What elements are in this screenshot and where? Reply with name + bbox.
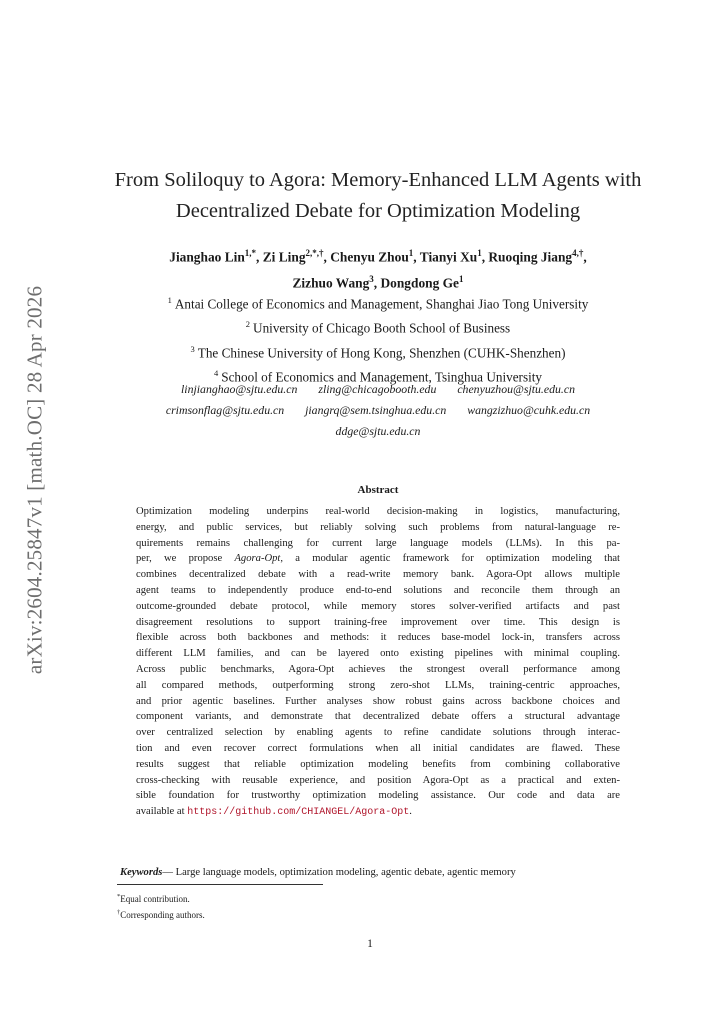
author-name: Chenyu Zhou — [330, 249, 409, 265]
footnote-rule — [117, 884, 323, 885]
framework-name: Agora-Opt — [234, 553, 281, 565]
paper-title — [80, 165, 676, 227]
title-line: From Soliloquy to Agora: Memory-Enhanced LLM Agents with — [114, 169, 642, 191]
abstract-line: results suggest that reliable optimization modeling benefits from combining collaborative — [136, 758, 620, 770]
abstract-line: Across public benchmarks, Agora-Opt achieves the strongest overall performance among — [136, 663, 620, 675]
keywords-text: Large language models, optimization modeling, agentic debate, agentic memory — [175, 867, 516, 878]
abstract-line: quirements remains challenging for current large language models (LLMs). In this pa- — [136, 537, 620, 549]
abstract-line: disagreement resolutions to support training-free improvement over time. This design is — [136, 616, 620, 628]
abstract-line: outcome-grounded debate protocol, while memory stores solver-verified artifacts and past — [136, 600, 620, 612]
abstract-line: different LLM families, and can be layered onto existing pipelines with minimal coupling. — [136, 648, 620, 660]
author-list: Jianghao Lin$^{1,*}$, Zi Ling$^{2,*,\dagger}$, Chenyu Zhou$^1$, Tianyi Xu$^1$, Ruoqing Jiang$^{4,\dagger}$, Zizhuo Wang$^3$, Dongdong Ge$^1$ — [169, 248, 587, 291]
affiliation: $^4$ School of Economics and Management, Tsinghua University — [213, 368, 543, 385]
author-name: Zi Ling — [262, 249, 306, 265]
arxiv-identifier: arXiv:2604.25847v1 [math.OC] 28 Apr 2026 — [22, 285, 47, 675]
abstract-line: agent teams to independently produce end-to-end solutions and reconcile them through an — [136, 584, 620, 596]
page-number: 1 — [367, 938, 373, 950]
author-affil-mark: 1 — [408, 248, 414, 258]
author-affil-mark: 1 — [458, 274, 464, 285]
code-repository-link[interactable]: https://github.com/CHIANGEL/Agora-Opt — [187, 807, 410, 819]
affiliation: $^2$ University of Chicago Booth School of Business — [245, 319, 511, 336]
abstract-line: energy, and public services, but reliably solving such problems from natural-language re- — [136, 521, 620, 533]
affiliation: $^1$ Antai College of Economics and Management, Shanghai Jiao Tong University — [167, 295, 589, 312]
abstract-line: Optimization modeling underpins real-world decision-making in logistics, manufacturing, — [136, 506, 620, 517]
abstract-line: tion and even recover correct formulations when all initial candidates are flawed. These — [136, 742, 620, 754]
email-link[interactable]: ddge@sjtu.edu.cn — [335, 424, 421, 438]
abstract-line: flexible across both backbones and methods: it reduces base-model lock-in, transfers across — [136, 632, 620, 644]
affiliation-list — [90, 290, 666, 388]
author-name: Jianghao Lin — [169, 249, 245, 265]
email-link[interactable]: linjianghao@sjtu.edu.cn — [181, 382, 298, 396]
author-name: Tianyi Xu — [419, 249, 478, 265]
author-affil-mark: 1 — [477, 248, 482, 258]
abstract-line: per, we propose Agora-Opt, a modular agentic framework for optimization modeling that — [136, 553, 621, 565]
abstract-line: combines decentralized debate with a read-write memory bank. Agora-Opt allows multiple — [136, 569, 620, 581]
abstract-line: all compared methods, outperforming strong zero-shot LLMs, training-centric approaches, — [136, 679, 620, 691]
author-affil-mark: 3 — [369, 274, 374, 285]
author-name: Dongdong Ge — [380, 275, 459, 291]
email-link[interactable]: crimsonflag@sjtu.edu.cn — [165, 403, 285, 417]
email-link[interactable]: wangzizhuo@cuhk.edu.cn — [467, 403, 591, 417]
keywords-line — [120, 867, 630, 878]
abstract-body — [136, 504, 620, 820]
author-affil-mark: 4,† — [572, 248, 584, 258]
email-list — [90, 379, 666, 442]
keywords-dash: — — [162, 867, 176, 878]
footnote: *Equal contribution. — [117, 893, 190, 904]
abstract-line: component variants, and demonstrate that decentralized debate offers a structural advantage — [136, 711, 620, 723]
email-link[interactable]: zling@chicagobooth.edu — [318, 382, 437, 396]
title-line: Decentralized Debate for Optimization Modeling — [175, 200, 581, 222]
author-affil-mark: 1,* — [244, 248, 257, 258]
email-link[interactable]: jiangrq@sem.tsinghua.edu.cn — [305, 403, 447, 417]
abstract-line: cross-checking with reusable experience, and position Agora-Opt as a practical and exten- — [136, 774, 620, 786]
keywords-label: Keywords — [120, 867, 163, 878]
author-name: Zizhuo Wang — [292, 275, 370, 291]
abstract-line: available at https://github.com/CHIANGEL/Agora-Opt. — [136, 806, 412, 819]
abstract-line: over centralized selection by enabling agents to refine candidate solutions through interac- — [136, 727, 620, 739]
author-name: Ruoqing Jiang — [488, 249, 573, 265]
author-affil-mark: 2,*,† — [305, 248, 324, 258]
affiliation: $^3$ The Chinese University of Hong Kong, Shenzhen (CUHK-Shenzhen) — [190, 343, 566, 361]
abstract-heading: Abstract — [357, 484, 399, 496]
abstract-line: sible foundation for trustworthy optimization modeling assistance. Our code and data are — [136, 790, 620, 802]
abstract-line: and prior agentic baselines. Further analyses show robust gains across backbone choices and — [136, 695, 620, 707]
footnotes — [117, 890, 205, 922]
email-link[interactable]: chenyuzhou@sjtu.edu.cn — [457, 382, 575, 396]
footnote: †Corresponding authors. — [117, 909, 205, 920]
